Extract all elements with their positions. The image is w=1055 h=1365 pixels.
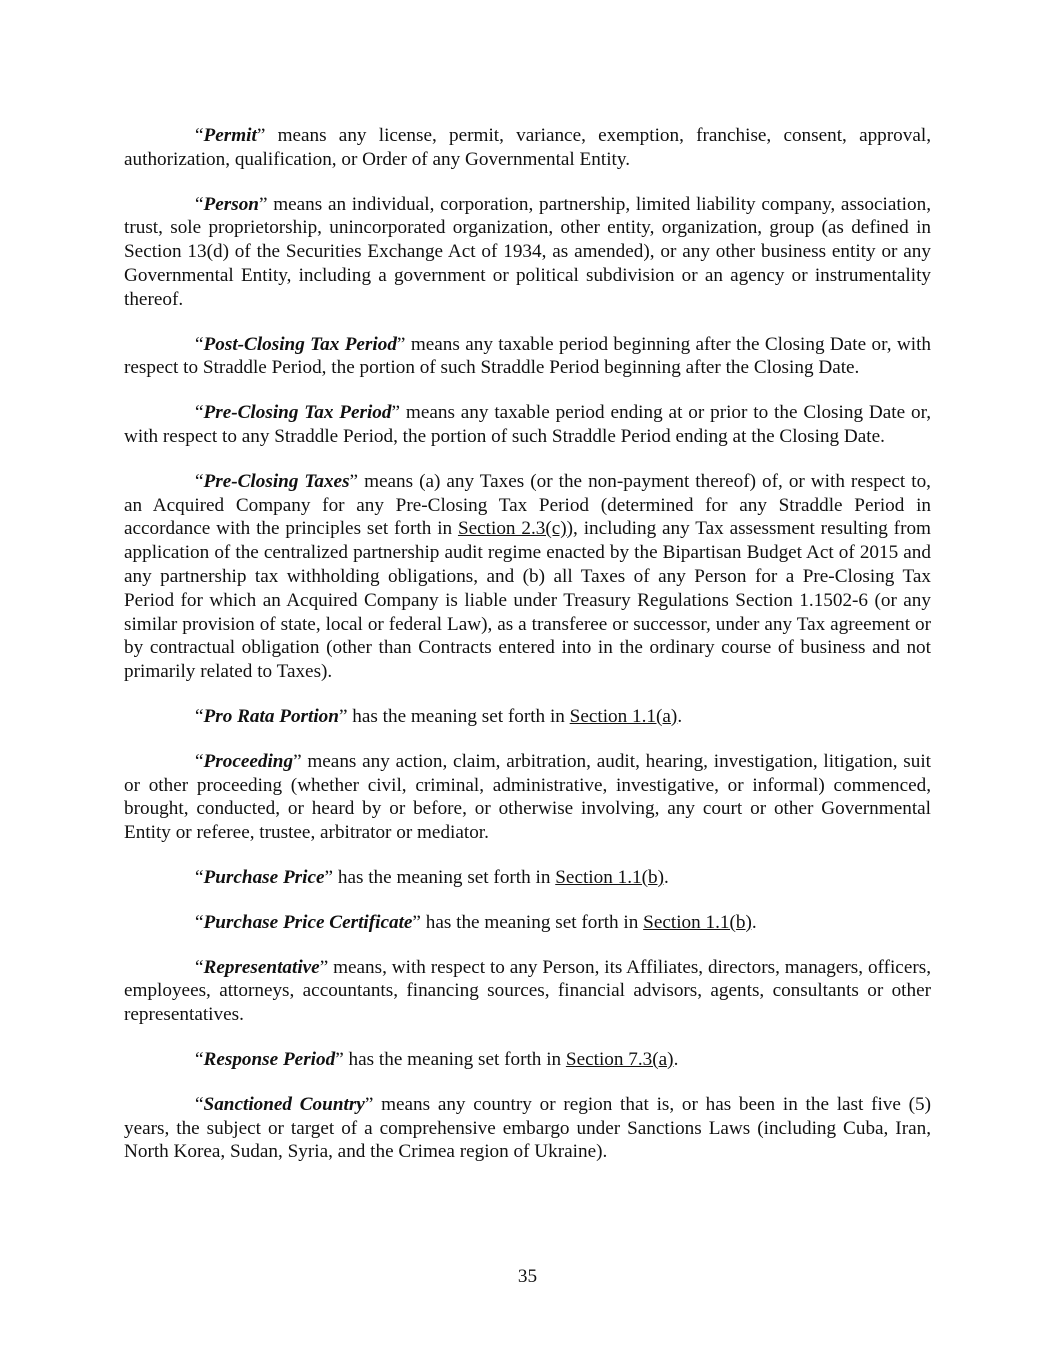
definition-text: . — [663, 866, 669, 888]
defined-term: Pro Rata Portion — [203, 705, 339, 727]
page-number: 35 — [517, 1266, 538, 1287]
definition-text: means an individual, corporation, partnership, limited liability company, association, trust, sole proprietorship, unincorporated organization, other entity, organization, group (as defined in Section 13(d) of the Securities Exchange Act of 1934, as amended), or any other business entity or any Governmental Entity, including a government or political subdivision or an agency or instrumentality thereof. — [124, 193, 931, 310]
definition-sanctioned-country — [124, 1093, 931, 1164]
quote-open: “ — [195, 1093, 204, 1115]
quote-close: ” — [364, 1093, 374, 1115]
defined-term: Sanctioned Country — [203, 1093, 365, 1115]
quote-close: ” — [338, 705, 348, 727]
defined-term: Permit — [203, 125, 257, 146]
definition-purchase-price-certificate — [124, 911, 931, 935]
section-reference-link[interactable]: Section 2.3(c) — [457, 518, 567, 540]
defined-term: Purchase Price — [203, 866, 325, 888]
quote-close: ” — [412, 911, 421, 933]
defined-term: Response Period — [203, 1048, 336, 1070]
definition-response-period — [124, 1048, 931, 1072]
quote-open: “ — [195, 470, 204, 492]
quote-open: “ — [195, 750, 204, 772]
definition-text: means, with respect to any Person, its Affiliates, directors, managers, officers, employees, attorneys, accountants, financing sources, financial advisors, agents, consultants or other representatives. — [124, 956, 931, 1026]
defined-term: Person — [203, 193, 259, 215]
definition-text: has the meaning set forth in — [347, 705, 570, 727]
definition-text: means any taxable period beginning after the Closing Date or, with respect to Straddle Period, the portion of such Straddle Period beginning after the Closing Date. — [124, 333, 931, 379]
quote-close: ” — [396, 333, 406, 355]
definition-post-closing-tax-period — [124, 333, 931, 381]
quote-open: “ — [195, 402, 204, 424]
defined-term: Pre-Closing Tax Period — [203, 402, 392, 424]
quote-close: ” — [256, 125, 266, 146]
definition-text: has the meaning set forth in — [420, 911, 644, 933]
quote-close: ” — [335, 1048, 344, 1070]
defined-term: Purchase Price Certificate — [203, 911, 413, 933]
section-reference-link[interactable]: Section 1.1(b) — [555, 866, 664, 888]
definition-text: means (a) any Taxes (or the non-payment thereof) of, or with respect to, an Acquired Company for any Pre-Closing Tax Period (determined for any Straddle Period in accordance with the principles set forth in — [124, 470, 931, 540]
definition-text: means any country or region that is, or has been in the last five (5) years, the subject or target of a comprehensive embargo under Sanctions Laws (including Cuba, Iran, North Korea, Sudan, Syria, and the Crimea region of Ukraine). — [124, 1093, 931, 1163]
quote-open: “ — [195, 333, 204, 355]
quote-close: ” — [258, 193, 268, 215]
quote-open: “ — [195, 956, 204, 978]
defined-term: Proceeding — [203, 750, 294, 772]
quote-close: ” — [349, 470, 359, 492]
document-page — [124, 124, 931, 1185]
definition-text: ), including any Tax assessment resulting from application of the centralized partnership audit regime enacted by the Bipartisan Budget Act of 2015 and any partnership tax withholding obligations, and (b) all Taxes of any Person for a Pre-Closing Tax Period for which an Acquired Company is liable under Treasury Regulations Section 1.1502-6 (or any similar provision of state, local or federal Law), as a transferee or successor, under any Tax agreement or by contractual obligation (other than Contracts entered into in the ordinary course of business and not primarily related to Taxes). — [124, 518, 931, 683]
quote-open: “ — [195, 705, 204, 727]
definition-text: . — [751, 911, 757, 933]
definition-pro-rata-portion — [124, 705, 931, 729]
quote-open: “ — [195, 1048, 204, 1070]
definition-text: means any license, permit, variance, exemption, franchise, consent, approval, authorization, qualification, or Order of any Governmental Entity. — [124, 125, 931, 170]
defined-term: Pre-Closing Taxes — [203, 470, 350, 492]
quote-open: “ — [195, 125, 204, 146]
section-reference-link[interactable]: Section 1.1(b) — [643, 911, 752, 933]
defined-term: Representative — [203, 956, 320, 978]
definition-purchase-price — [124, 866, 931, 890]
definition-text: means any action, claim, arbitration, audit, hearing, investigation, litigation, suit or other proceeding (whether civil, criminal, administrative, investigative, or informal) commenced, brought, conducted, or heard by or before, or otherwise involving, any court or other Governmental Entity or referee, trustee, arbitrator or mediator. — [124, 750, 931, 844]
quote-open: “ — [195, 911, 204, 933]
definition-person — [124, 193, 931, 312]
quote-close: ” — [293, 750, 302, 772]
definition-pre-closing-taxes — [124, 470, 931, 684]
defined-term: Post-Closing Tax Period — [203, 333, 397, 355]
definition-text: means any taxable period ending at or prior to the Closing Date or, with respect to any Straddle Period, the portion of such Straddle Period ending at the Closing Date. — [124, 402, 931, 447]
definition-text: . — [677, 705, 683, 727]
quote-close: ” — [324, 866, 334, 888]
definition-text: has the meaning set forth in — [343, 1048, 566, 1070]
definition-representative — [124, 956, 931, 1027]
definition-permit — [124, 124, 931, 172]
quote-open: “ — [195, 193, 204, 215]
quote-open: “ — [195, 866, 204, 888]
quote-close: ” — [319, 956, 329, 978]
definition-text: has the meaning set forth in — [333, 866, 556, 888]
definition-proceeding — [124, 750, 931, 845]
definition-text: . — [673, 1048, 679, 1070]
section-reference-link[interactable]: Section 1.1(a) — [569, 705, 678, 727]
quote-close: ” — [391, 402, 401, 424]
section-reference-link[interactable]: Section 7.3(a) — [565, 1048, 674, 1070]
definition-pre-closing-tax-period — [124, 401, 931, 449]
